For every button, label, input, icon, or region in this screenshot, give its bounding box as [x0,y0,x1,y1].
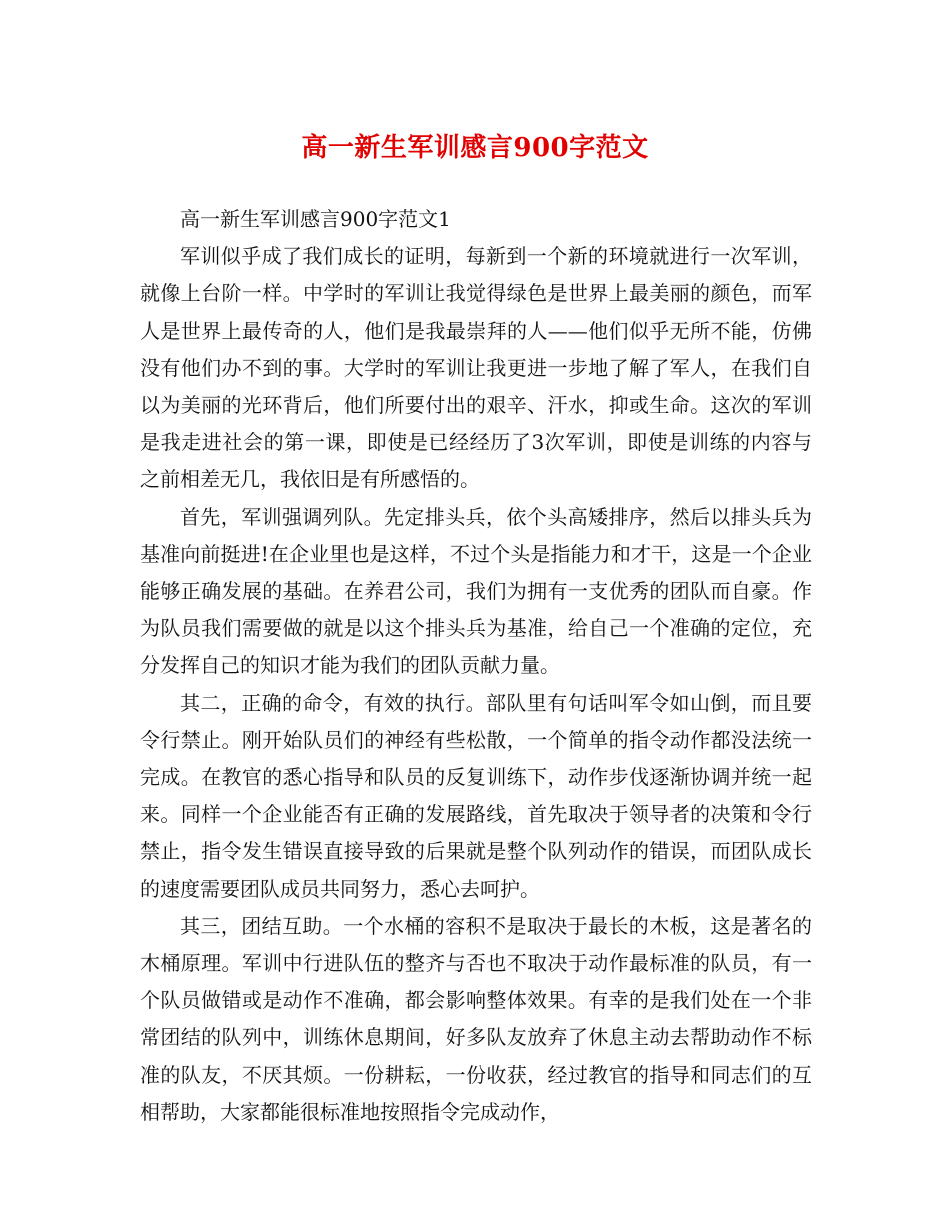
paragraph-2: 首先，军训强调列队。先定排头兵，依个头高矮排序，然后以排头兵为基准向前挺进!在企业里也是这样，不过个头是指能力和才干，这是一个企业能够正确发展的基础。在养君公司，我们为拥有一支优秀的团队而自豪。作为队员我们需要做的就是以这个排头兵为基准，给自己一个准确的定位，充分发挥自己的知识才能为我们的团队贡献力量。 [140,504,812,678]
document-body [140,201,812,1131]
document-subtitle: 高一新生军训感言900字范文1 [180,207,451,231]
paragraph-3: 其二，正确的命令，有效的执行。部队里有句话叫军令如山倒，而且要令行禁止。刚开始队员们的神经有些松散，一个简单的指令动作都没法统一完成。在教官的悉心指导和队员的反复训练下，动作步伐逐渐协调并统一起来。同样一个企业能否有正确的发展路线，首先取决于领导者的决策和令行禁止，指令发生错误直接导致的后果就是整个队列动作的错误，而团队成长的速度需要团队成员共同努力，悉心去呵护。 [140,690,812,901]
paragraph-4: 其三，团结互助。一个水桶的容积不是取决于最长的木板，这是著名的木桶原理。军训中行进队伍的整齐与否也不取决于动作最标准的队员，有一个队员做错或是动作不准确，都会影响整体效果。有幸的是我们处在一个非常团结的队列中，训练休息期间，好多队友放弃了休息主动去帮助动作不标准的队友，不厌其烦。一份耕耘，一份收获，经过教官的指导和同志们的互相帮助，大家都能很标准地按照指令完成动作， [140,913,812,1124]
document-title: 高一新生军训感言900字范文 [301,133,649,163]
paragraph-1: 军训似乎成了我们成长的证明，每新到一个新的环境就进行一次军训，就像上台阶一样。中学时的军训让我觉得绿色是世界上最美丽的颜色，而军人是世界上最传奇的人，他们是我最崇拜的人——他们似乎无所不能，仿佛没有他们办不到的事。大学时的军训让我更进一步地了解了军人，在我们自以为美丽的光环背后，他们所要付出的艰辛、汗水，抑或生命。这次的军训是我走进社会的第一课，即使是已经经历了3次军训，即使是训练的内容与之前相差无几，我依旧是有所感悟的。 [140,244,812,492]
